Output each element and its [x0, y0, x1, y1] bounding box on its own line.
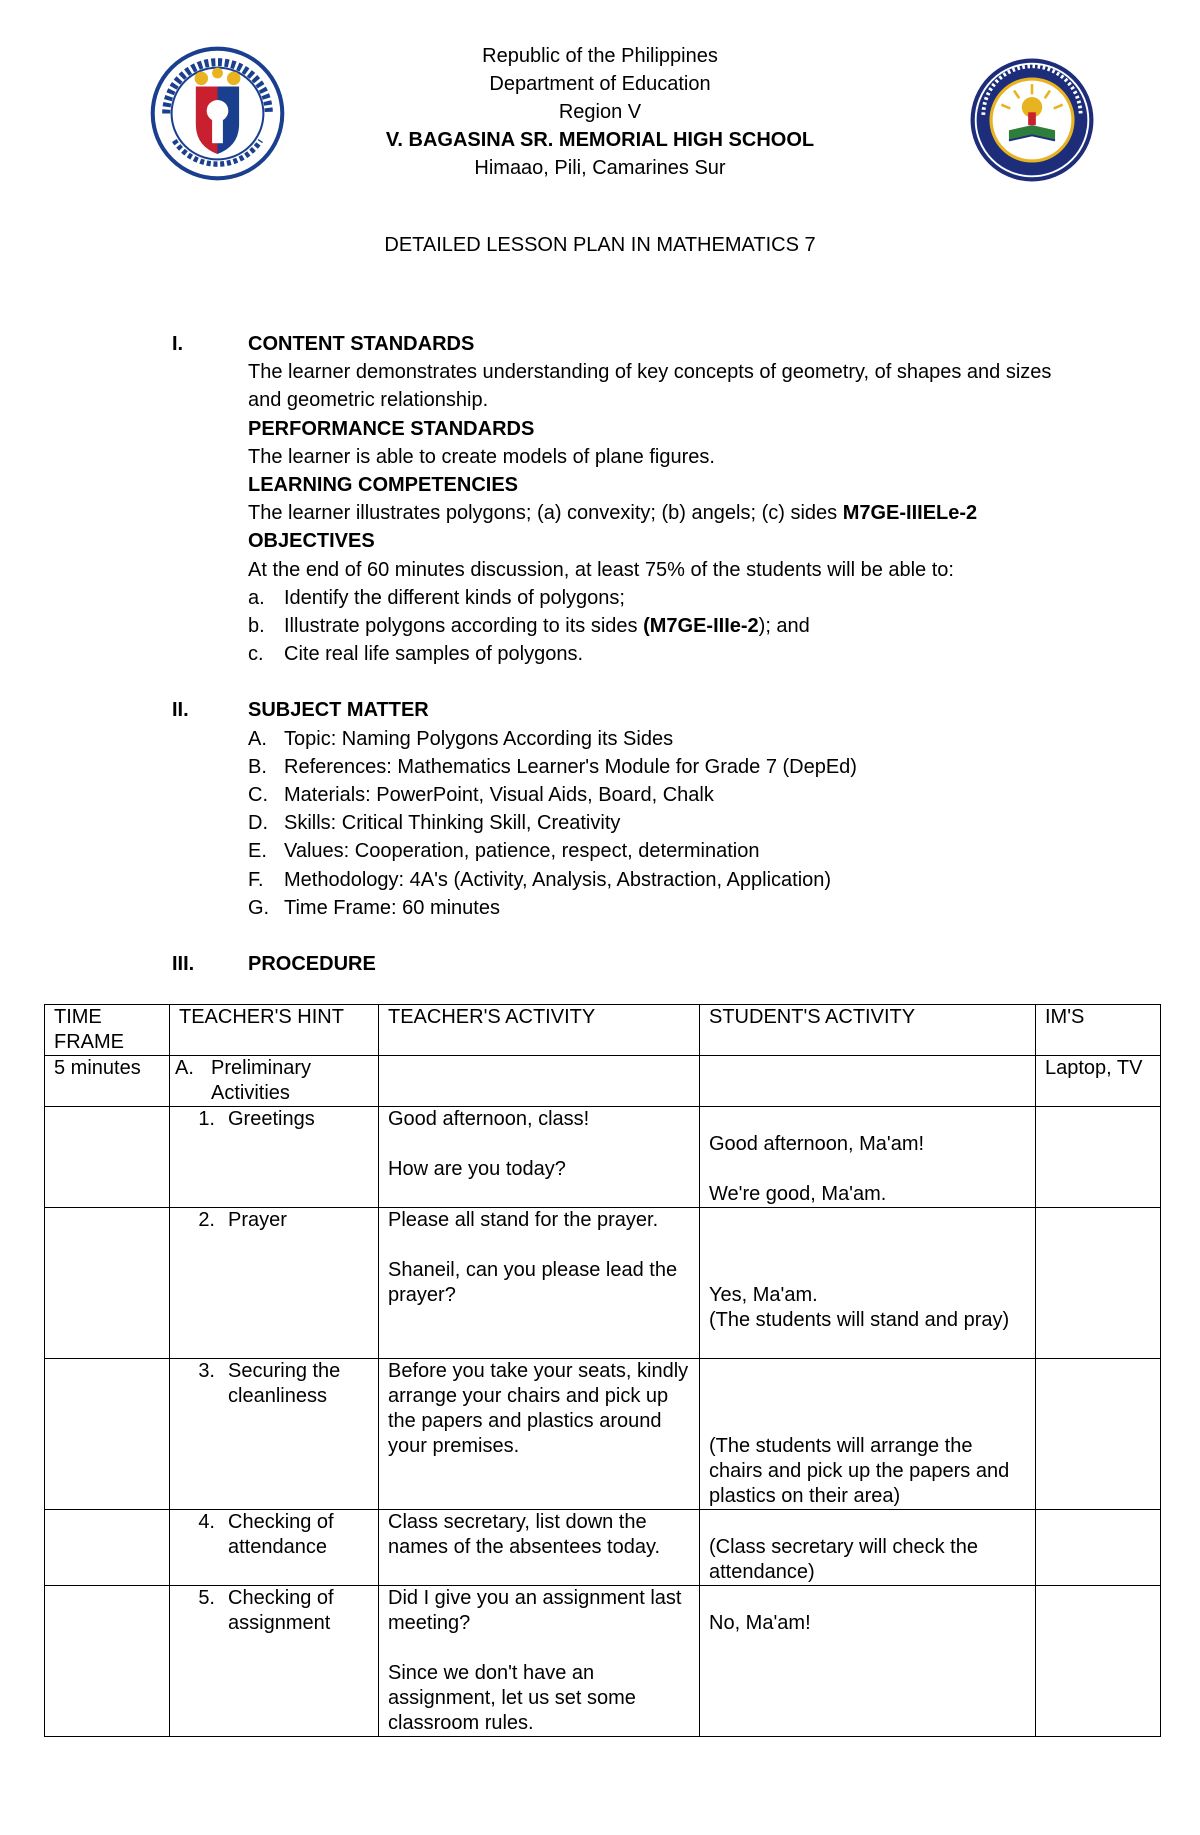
- teacher-line: Since we don't have an assignment, let us set some classroom rules.: [388, 1662, 636, 1734]
- hint-text: Prayer: [228, 1209, 287, 1231]
- student-activity-cell: [700, 1208, 1036, 1359]
- table-row: [45, 1510, 1161, 1586]
- table-row: [45, 1586, 1161, 1737]
- subject-matter-heading: SUBJECT MATTER: [248, 699, 429, 722]
- hint-text: Checking of assignment: [228, 1587, 334, 1634]
- list-item: [248, 809, 1072, 837]
- content-standards-heading: CONTENT STANDARDS: [248, 333, 475, 355]
- student-activity-cell: [700, 1359, 1036, 1510]
- hint-cell: [170, 1208, 379, 1359]
- ims-cell: [1036, 1359, 1161, 1510]
- student-activity-cell: [700, 1586, 1036, 1737]
- header-teachers-hint: TEACHER'S HINT: [170, 1005, 379, 1056]
- procedure-table: [44, 1004, 1161, 1737]
- ims-cell: Laptop, TV: [1036, 1056, 1161, 1107]
- list-marker: c.: [248, 643, 264, 666]
- list-marker: C.: [248, 784, 268, 807]
- list-marker: 3.: [198, 1360, 215, 1382]
- republic-line: Republic of the Philippines: [482, 45, 718, 67]
- objective-text: [284, 612, 810, 640]
- performance-standards-heading: PERFORMANCE STANDARDS: [248, 417, 535, 440]
- department-line: Department of Education: [489, 73, 711, 95]
- list-marker: E.: [248, 840, 267, 863]
- objectives-heading: OBJECTIVES: [248, 530, 375, 553]
- objective-c: [248, 640, 1072, 668]
- school-name: V. BAGASINA SR. MEMORIAL HIGH SCHOOL: [385, 129, 815, 151]
- objective-text: Cite real life samples of polygons.: [284, 643, 584, 666]
- section-number: II.: [172, 699, 189, 722]
- hint-cell: [170, 1107, 379, 1208]
- ims-cell: [1036, 1586, 1161, 1737]
- objectives-intro: At the end of 60 minutes discussion, at least 75% of the students will be able to:: [248, 558, 954, 581]
- teacher-activity-cell: [379, 1107, 700, 1208]
- teacher-line: Good afternoon, class!: [388, 1108, 590, 1130]
- header-ims: IM'S: [1036, 1005, 1161, 1056]
- list-item: [248, 866, 1072, 894]
- teacher-activity-cell: [379, 1510, 700, 1586]
- table-row: [45, 1107, 1161, 1208]
- student-line: We're good, Ma'am.: [709, 1183, 887, 1205]
- hint-cell: [170, 1056, 379, 1107]
- time-cell: 5 minutes: [45, 1056, 170, 1107]
- student-line: Yes, Ma'am.: [709, 1284, 818, 1306]
- hint-text: Greetings: [228, 1108, 315, 1130]
- teacher-line: Shaneil, can you please lead the prayer?: [388, 1259, 678, 1306]
- student-line: (Class secretary will check the attendance): [709, 1536, 978, 1583]
- hint-cell: [170, 1359, 379, 1510]
- list-marker: 2.: [198, 1209, 215, 1231]
- list-marker: a.: [248, 586, 265, 609]
- teacher-line: How are you today?: [388, 1158, 566, 1180]
- objective-a: [248, 584, 1072, 612]
- lesson-content: [172, 330, 1072, 978]
- list-marker: G.: [248, 896, 270, 919]
- list-item: [248, 837, 1072, 865]
- student-line: (The students will arrange the chairs and pick up the papers and plastics on their area): [709, 1435, 1010, 1507]
- student-line: Good afternoon, Ma'am!: [709, 1133, 925, 1155]
- student-line: No, Ma'am!: [709, 1612, 811, 1634]
- student-line: (The students will stand and pray): [709, 1309, 1010, 1331]
- competency-code: M7GE-IIIELe-2: [842, 502, 978, 525]
- list-marker: B.: [248, 755, 267, 778]
- student-activity-cell: [700, 1510, 1036, 1586]
- list-item-text: Values: Cooperation, patience, respect, determination: [284, 840, 760, 863]
- teacher-line: Before you take your seats, kindly arrange your chairs and pick up the papers and plastics around your premises.: [388, 1360, 689, 1457]
- list-marker: 1.: [198, 1108, 215, 1130]
- hint-text: Preliminary Activities: [211, 1057, 312, 1104]
- objective-b-code: (M7GE-IIIe-2: [643, 615, 759, 638]
- learning-competencies-text: [248, 499, 1072, 527]
- ims-cell: [1036, 1510, 1161, 1586]
- list-marker: A.: [248, 727, 267, 750]
- time-cell: [45, 1359, 170, 1510]
- hint-cell: [170, 1586, 379, 1737]
- table-row: [45, 1359, 1161, 1510]
- objective-b-suffix: ); and: [758, 615, 810, 638]
- section-number: I.: [172, 333, 184, 355]
- competencies-text: The learner illustrates polygons; (a) convexity; (b) angels; (c) sides: [248, 502, 838, 525]
- teacher-line: Did I give you an assignment last meeting?: [388, 1587, 682, 1634]
- hint-text: Securing the cleanliness: [228, 1360, 341, 1407]
- hint-cell: [170, 1510, 379, 1586]
- objective-b: [248, 612, 1072, 640]
- school-address: Himaao, Pili, Camarines Sur: [474, 157, 726, 179]
- document-title: DETAILED LESSON PLAN IN MATHEMATICS 7: [384, 234, 816, 256]
- teacher-activity-cell: [379, 1359, 700, 1510]
- objective-text: Identify the different kinds of polygons;: [284, 586, 625, 609]
- objective-b-text: Illustrate polygons according to its sides: [284, 615, 638, 638]
- learning-competencies-heading: LEARNING COMPETENCIES: [248, 474, 519, 497]
- list-marker: 5.: [198, 1587, 215, 1609]
- table-header-row: [45, 1005, 1161, 1056]
- list-item-text: Topic: Naming Polygons According its Sides: [284, 727, 674, 750]
- table-row: [45, 1208, 1161, 1359]
- list-item: [248, 781, 1072, 809]
- time-cell: [45, 1107, 170, 1208]
- student-activity-cell: [700, 1107, 1036, 1208]
- section-number: III.: [172, 953, 195, 976]
- list-marker: F.: [248, 868, 264, 891]
- section-subject-matter: [172, 696, 1072, 922]
- student-activity-cell: [700, 1056, 1036, 1107]
- hint-text: Checking of attendance: [228, 1511, 334, 1558]
- list-item: [248, 753, 1072, 781]
- header-students-activity: STUDENT'S ACTIVITY: [700, 1005, 1036, 1056]
- list-marker: D.: [248, 812, 268, 835]
- ims-cell: [1036, 1107, 1161, 1208]
- time-cell: [45, 1586, 170, 1737]
- list-item-text: Methodology: 4A's (Activity, Analysis, Abstraction, Application): [284, 868, 832, 891]
- content-standards-text: The learner demonstrates understanding of key concepts of geometry, of shapes and sizes and geometric relationship.: [248, 361, 1052, 412]
- section-content-standards: [172, 330, 1072, 668]
- time-cell: [45, 1510, 170, 1586]
- header-teachers-activity: TEACHER'S ACTIVITY: [379, 1005, 700, 1056]
- list-marker: b.: [248, 615, 265, 638]
- list-marker: 4.: [198, 1511, 215, 1533]
- section-procedure: [172, 950, 1072, 978]
- teacher-line: Class secretary, list down the names of the absentees today.: [388, 1511, 661, 1558]
- performance-standards-text: The learner is able to create models of plane figures.: [248, 445, 715, 468]
- teacher-activity-cell: [379, 1208, 700, 1359]
- letterhead: [0, 42, 1200, 182]
- procedure-heading: PROCEDURE: [248, 953, 376, 976]
- table-row: [45, 1056, 1161, 1107]
- region-line: Region V: [558, 101, 642, 123]
- list-item-text: Skills: Critical Thinking Skill, Creativity: [284, 812, 621, 835]
- list-item-text: Time Frame: 60 minutes: [284, 896, 500, 919]
- time-cell: [45, 1208, 170, 1359]
- list-item-text: Materials: PowerPoint, Visual Aids, Board, Chalk: [284, 784, 714, 807]
- header-time-frame: TIME FRAME: [45, 1005, 170, 1056]
- teacher-activity-cell: [379, 1056, 700, 1107]
- list-marker: A.: [175, 1057, 194, 1079]
- list-item-text: References: Mathematics Learner's Module for Grade 7 (DepEd): [284, 755, 857, 778]
- list-item: [248, 894, 1072, 922]
- ims-cell: [1036, 1208, 1161, 1359]
- teacher-line: Please all stand for the prayer.: [388, 1209, 659, 1231]
- list-item: [248, 725, 1072, 753]
- teacher-activity-cell: [379, 1586, 700, 1737]
